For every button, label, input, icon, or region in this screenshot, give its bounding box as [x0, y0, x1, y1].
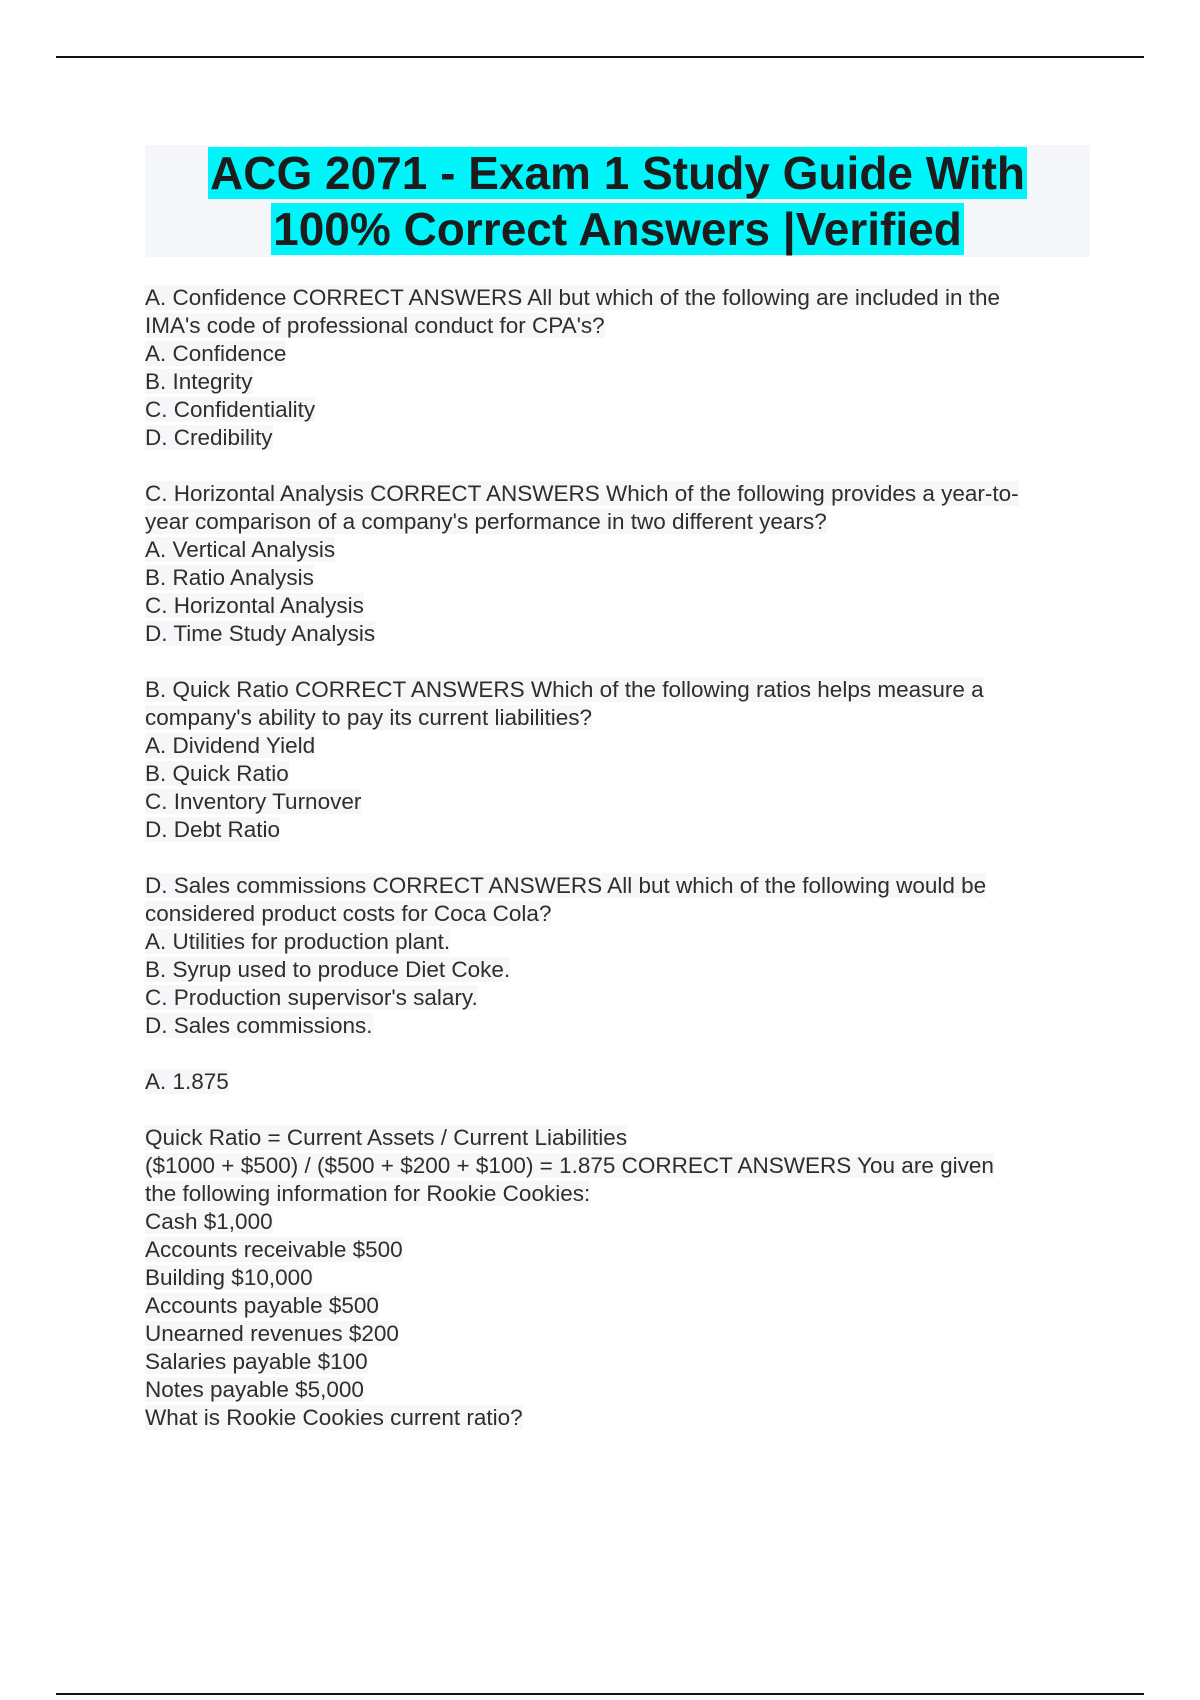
- question-3-option-c: C. Inventory Turnover: [145, 789, 362, 814]
- question-4-option-d: D. Sales commissions.: [145, 1013, 373, 1038]
- question-1-option-d: D. Credibility: [145, 425, 273, 450]
- question-6-line-9: Salaries payable $100: [145, 1349, 368, 1374]
- question-1-line-1: A. Confidence CORRECT ANSWERS All but which of the following are included in the: [145, 285, 1000, 310]
- title-line-2: 100% Correct Answers |Verified: [273, 203, 962, 255]
- question-2-option-a: A. Vertical Analysis: [145, 537, 336, 562]
- question-block-2: [145, 480, 1090, 648]
- question-2-option-c: C. Horizontal Analysis: [145, 593, 364, 618]
- question-3-line-1: B. Quick Ratio CORRECT ANSWERS Which of the following ratios helps measure a: [145, 677, 984, 702]
- question-3-option-b: B. Quick Ratio: [145, 761, 289, 786]
- question-4-option-a: A. Utilities for production plant.: [145, 929, 451, 954]
- question-block-3: [145, 676, 1090, 844]
- question-4-option-c: C. Production supervisor's salary.: [145, 985, 478, 1010]
- question-1-option-a: A. Confidence: [145, 341, 287, 366]
- question-2-line-1: C. Horizontal Analysis CORRECT ANSWERS Which of the following provides a year-to-: [145, 481, 1019, 506]
- question-6-line-1: Quick Ratio = Current Assets / Current Liabilities: [145, 1125, 628, 1150]
- question-4-option-b: B. Syrup used to produce Diet Coke.: [145, 957, 511, 982]
- question-block-1: [145, 284, 1090, 452]
- question-6-line-4: Cash $1,000: [145, 1209, 273, 1234]
- question-2-option-b: B. Ratio Analysis: [145, 565, 314, 590]
- question-1-option-b: B. Integrity: [145, 369, 253, 394]
- question-6-line-5: Accounts receivable $500: [145, 1237, 403, 1262]
- page-top-rule: [56, 56, 1144, 58]
- question-block-6: [145, 1124, 1090, 1432]
- question-2-line-2: year comparison of a company's performance in two different years?: [145, 509, 827, 534]
- question-3-option-d: D. Debt Ratio: [145, 817, 281, 842]
- question-6-line-8: Unearned revenues $200: [145, 1321, 399, 1346]
- question-4-line-2: considered product costs for Coca Cola?: [145, 901, 552, 926]
- question-6-line-11: What is Rookie Cookies current ratio?: [145, 1405, 523, 1430]
- page-bottom-rule: [56, 1693, 1144, 1695]
- question-3-option-a: A. Dividend Yield: [145, 733, 316, 758]
- question-6-line-7: Accounts payable $500: [145, 1293, 379, 1318]
- question-6-line-2: ($1000 + $500) / ($500 + $200 + $100) = 1.875 CORRECT ANSWERS You are given: [145, 1153, 994, 1178]
- title-line-2-wrap: [145, 201, 1090, 257]
- question-6-line-10: Notes payable $5,000: [145, 1377, 364, 1402]
- question-block-4: [145, 872, 1090, 1040]
- question-6-line-6: Building $10,000: [145, 1265, 313, 1290]
- question-3-line-2: company's ability to pay its current liabilities?: [145, 705, 592, 730]
- document-body: [145, 284, 1090, 1460]
- title-line-1: ACG 2071 - Exam 1 Study Guide With: [210, 147, 1025, 199]
- title-line-1-wrap: [145, 145, 1090, 201]
- question-4-line-1: D. Sales commissions CORRECT ANSWERS All but which of the following would be: [145, 873, 987, 898]
- question-1-option-c: C. Confidentiality: [145, 397, 316, 422]
- question-2-option-d: D. Time Study Analysis: [145, 621, 376, 646]
- answer-block-5: [145, 1068, 1090, 1096]
- document-title: [145, 145, 1090, 257]
- question-6-line-3: the following information for Rookie Cookies:: [145, 1181, 591, 1206]
- answer-5-line-1: A. 1.875: [145, 1069, 229, 1094]
- question-1-line-2: IMA's code of professional conduct for CPA's?: [145, 313, 605, 338]
